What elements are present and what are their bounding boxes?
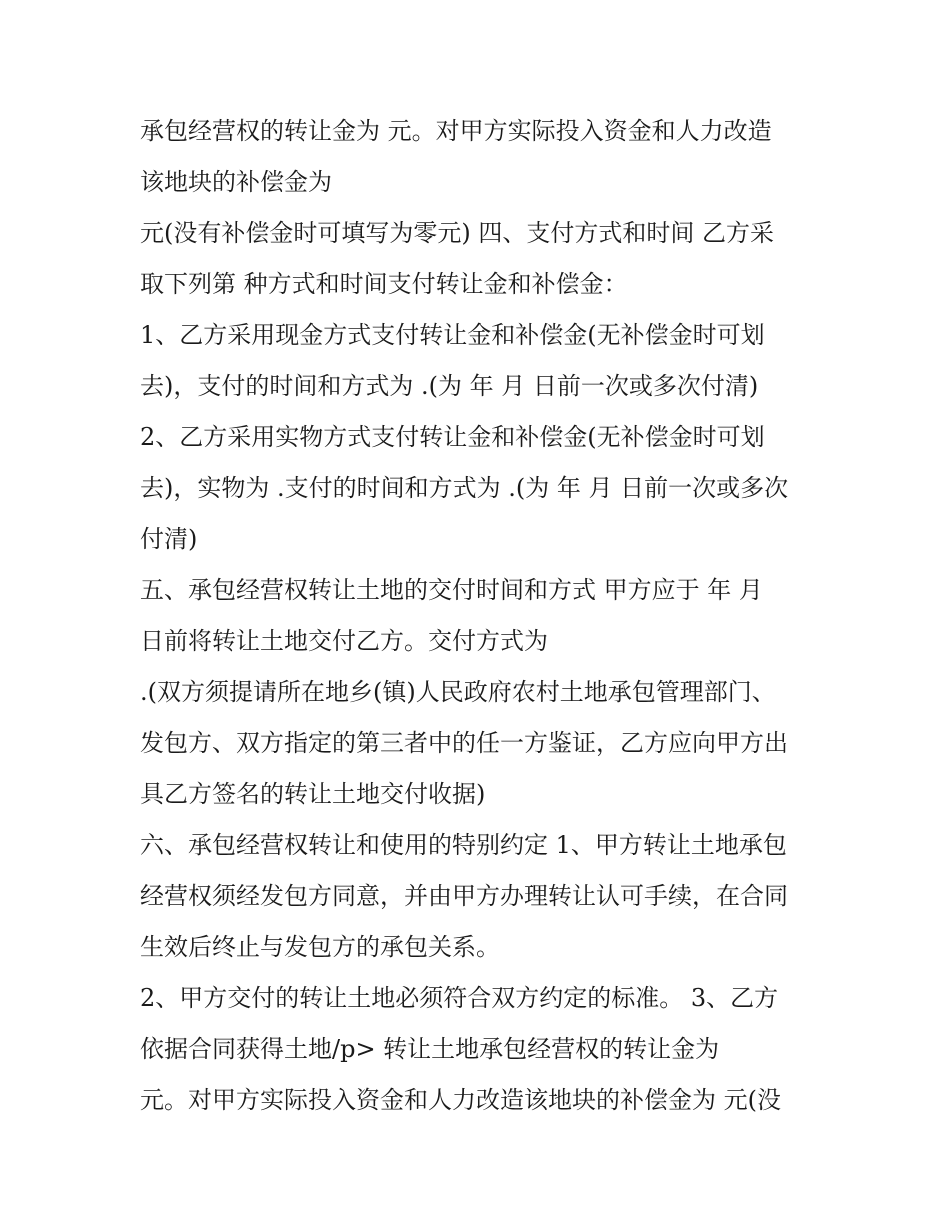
text-line: 元(没有补偿金时可填写为零元) 四、支付方式和时间 乙方采	[140, 219, 774, 247]
text-line: 取下列第 种方式和时间支付转让金和补偿金：	[140, 270, 628, 298]
text-line: 元。对甲方实际投入资金和人力改造该地块的补偿金为 元(没	[140, 1086, 781, 1114]
text-line: .(双方须提请所在地乡(镇)人民政府农村土地承包管理部门、	[140, 678, 776, 706]
text-line: 发包方、双方指定的第三者中的任一方鉴证，乙方应向甲方出	[140, 729, 788, 757]
text-line: 依据合同获得土地/p> 转让土地承包经营权的转让金为	[140, 1035, 720, 1063]
text-line: 经营权须经发包方同意，并由甲方办理转让认可手续，在合同	[140, 882, 788, 910]
text-line: 日前将转让土地交付乙方。交付方式为	[140, 627, 548, 655]
text-line: 1、乙方采用现金方式支付转让金和补偿金(无补偿金时可划	[140, 321, 765, 349]
text-line: 2、乙方采用实物方式支付转让金和补偿金(无补偿金时可划	[140, 423, 765, 451]
text-line: 六、承包经营权转让和使用的特别约定 1、甲方转让土地承包	[140, 831, 787, 859]
text-line: 具乙方签名的转让土地交付收据)	[140, 780, 486, 808]
text-line: 2、甲方交付的转让土地必须符合双方约定的标准。 3、乙方	[140, 984, 779, 1012]
text-line: 去)，实物为 .支付的时间和方式为 .(为 年 月 日前一次或多次	[140, 474, 789, 502]
text-line: 五、承包经营权转让土地的交付时间和方式 甲方应于 年 月	[140, 576, 763, 604]
document-body	[140, 106, 830, 1126]
text-line: 付清)	[140, 525, 198, 553]
text-line: 生效后终止与发包方的承包关系。	[140, 933, 500, 961]
text-line: 承包经营权的转让金为 元。对甲方实际投入资金和人力改造	[140, 117, 772, 145]
text-line: 去)，支付的时间和方式为 .(为 年 月 日前一次或多次付清)	[140, 372, 759, 400]
text-line: 该地块的补偿金为	[140, 168, 332, 196]
